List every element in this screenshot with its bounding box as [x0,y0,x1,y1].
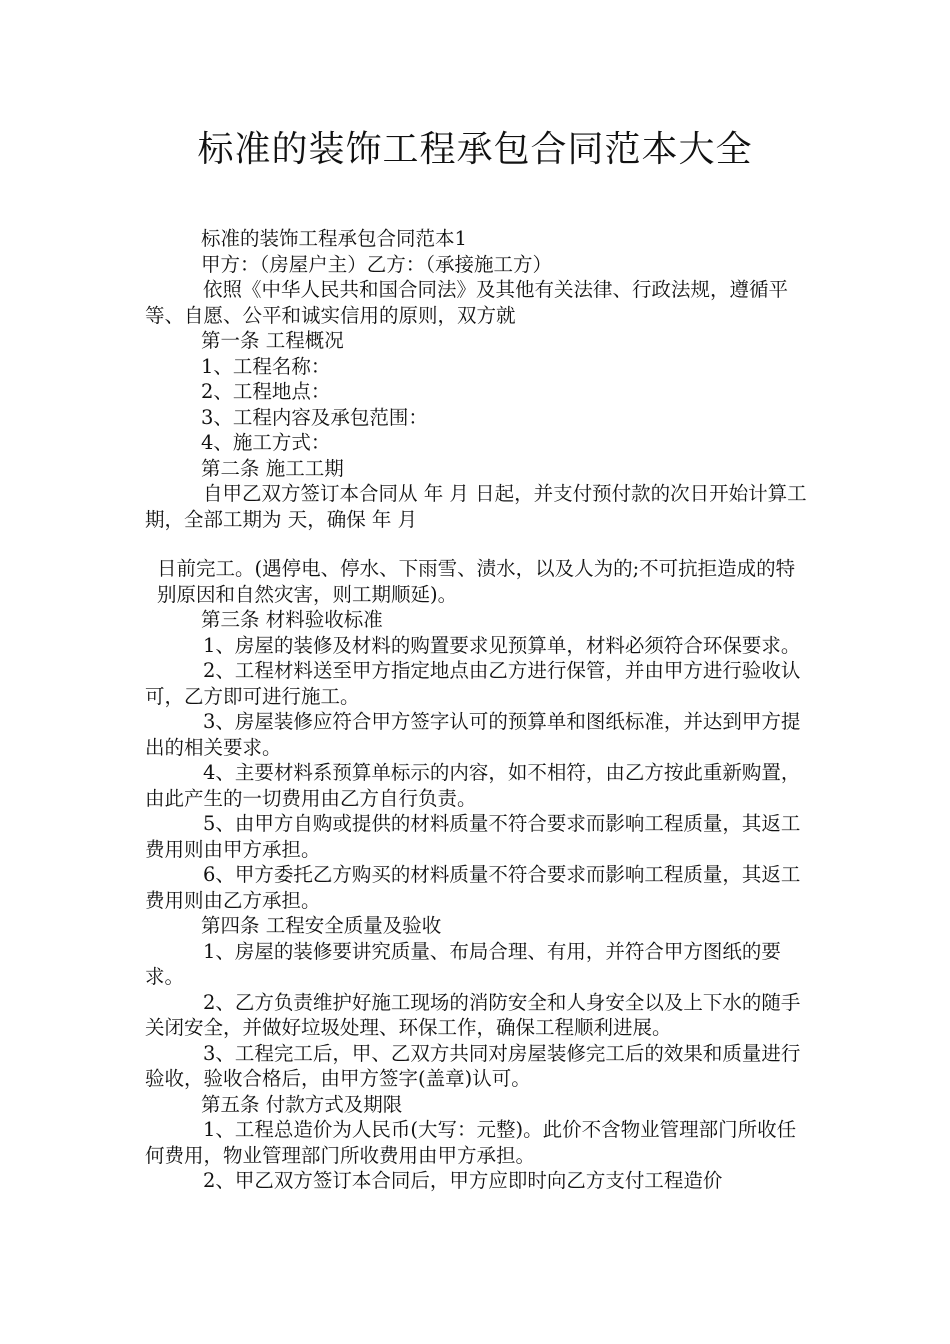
paragraph: 2、甲乙双方签订本合同后，甲方应即时向乙方支付工程造价 [203,1169,723,1192]
parties-line: 甲方：（房屋户主）乙方：（承接施工方） [201,252,553,276]
article-heading: 第三条 材料验收标准 [201,608,383,631]
document-body [145,226,810,1194]
document-title: 标准的装饰工程承包合同范本大全 [197,129,753,170]
list-item: 3、工程内容及承包范围： [201,405,428,429]
list-item: 1、工程名称： [201,354,331,378]
paragraph: 自甲乙双方签订本合同从 年 月 日起，并支付预付款的次日开始计算工期，全部工期为 天，确保 年 月 [145,482,807,531]
paragraph: 依照《中华人民共和国合同法》及其他有关法律、行政法规，遵循平等、自愿、公平和诚实信用的原则，双方就 [145,278,789,327]
contract-subtitle: 标准的装饰工程承包合同范本1 [201,227,467,250]
paragraph-gap [145,532,810,556]
paragraph: 4、主要材料系预算单标示的内容，如不相符，由乙方按此重新购置，由此产生的一切费用由乙方自行负责。 [145,761,801,810]
paragraph: 3、工程完工后，甲、乙双方共同对房屋装修完工后的效果和质量进行验收，验收合格后，由甲方签字(盖章)认可。 [145,1041,801,1090]
paragraph: 6、甲方委托乙方购买的材料质量不符合要求而影响工程质量，其返工费用则由乙方承担。 [145,863,801,912]
paragraph: 1、房屋的装修要讲究质量、布局合理、有用，并符合甲方图纸的要求。 [145,939,781,988]
paragraph: 1、工程总造价为人民币(大写：元整)。此价不含物业管理部门所收任何费用，物业管理部门所收费用由甲方承担。 [145,1118,797,1167]
paragraph: 5、由甲方自购或提供的材料质量不符合要求而影响工程质量，其返工费用则由甲方承担。 [145,812,801,861]
paragraph: 2、乙方负责维护好施工现场的消防安全和人身安全以及上下水的随手关闭安全，并做好垃圾处理、环保工作，确保工程顺利进展。 [145,990,801,1039]
paragraph: 2、工程材料送至甲方指定地点由乙方进行保管，并由甲方进行验收认可，乙方即可进行施工。 [145,659,801,708]
article-heading: 第一条 工程概况 [201,329,344,352]
paragraph: 日前完工。(遇停电、停水、下雨雪、渍水，以及人为的;不可抗拒造成的特别原因和自然灾害，则工期顺延)。 [157,557,796,606]
list-item: 4、施工方式： [201,431,331,454]
article-heading: 第二条 施工工期 [201,456,344,480]
paragraph: 3、房屋装修应符合甲方签字认可的预算单和图纸标准，并达到甲方提出的相关要求。 [145,710,801,759]
paragraph: 1、房屋的装修及材料的购置要求见预算单，材料必须符合环保要求。 [203,633,801,657]
list-item: 2、工程地点： [201,380,331,403]
article-heading: 第四条 工程安全质量及验收 [201,914,442,937]
article-heading: 第五条 付款方式及期限 [201,1092,403,1116]
